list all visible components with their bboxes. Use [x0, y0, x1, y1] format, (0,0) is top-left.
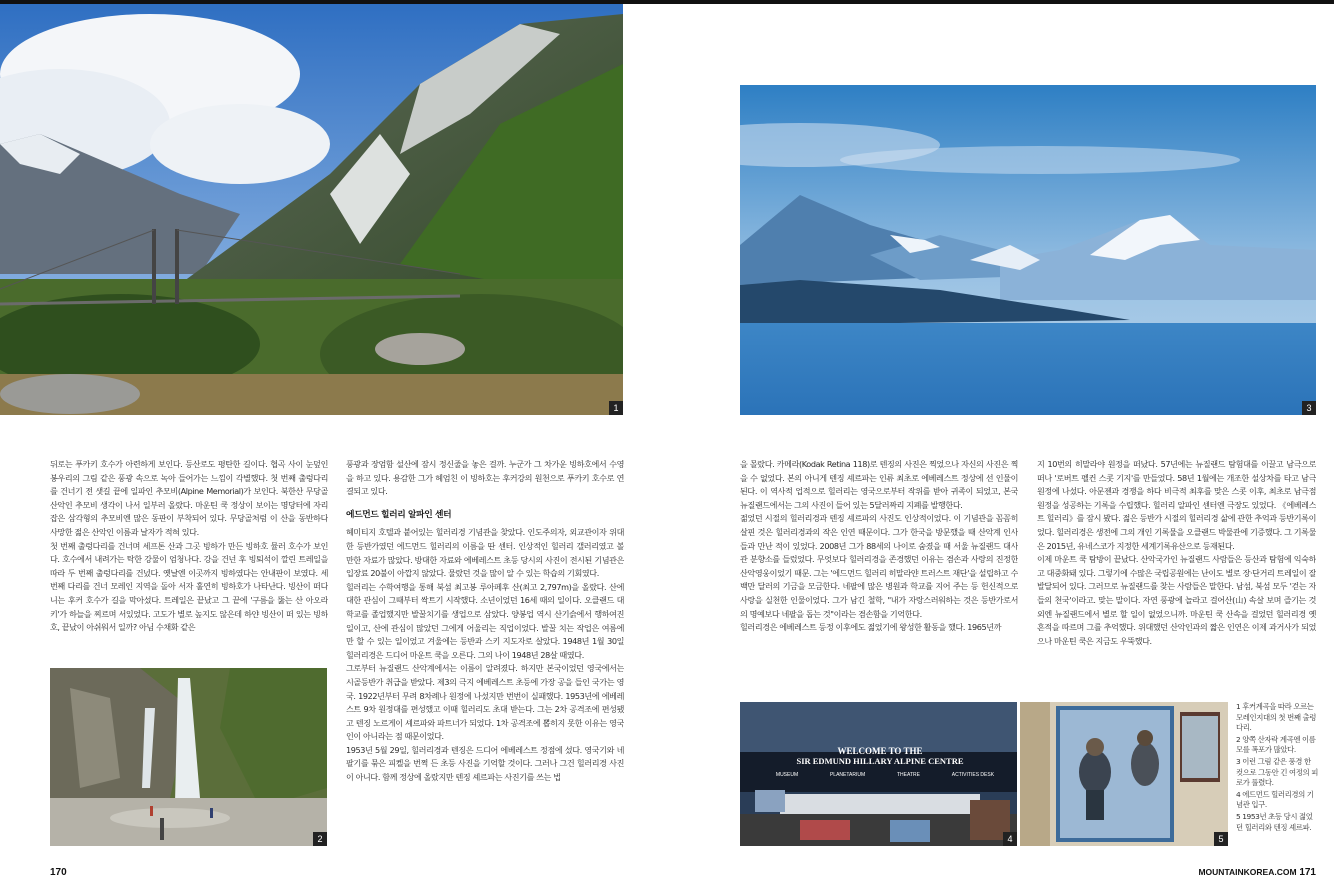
sign-museum: MUSEUM	[775, 772, 799, 778]
col2-lead-paragraph: 풍광과 장엄함 설산에 잠시 정신줄을 놓은 걸까. 누군가 그 차가운 빙하호에서 수영을 하고 있다. 용감한 그가 헤엄친 이 빙하호는 후커강의 원천으로 푸카키 호수로 연결되고 있다.	[346, 459, 624, 497]
photo-number-1: 1	[609, 401, 623, 415]
col4-paragraph-2: 이제 마운트 쿡 탐방이 끝났다. 산악국가인 뉴질랜드 사람들은 등산과 탐험에 익숙하고 대중화돼 있다. 그렇기에 수많은 국립공원에는 난이도 별로 장·단거리 트레일이 잘 발달되어 있다. 그러므로 뉴질랜드를 찾는 사람들은 말한다. 남섬, 북섬 모두 '걷는 자들의 천국'이라고. 맞는 말이다. 자연 풍광에 놀라고 걸어산(山) 속살 보며 즐기는 것 외엔 뉴질랜드에서 별로 할 일이 없었으니까. 마운틴 쿡 산속을 걸었던 힐러리경 옛 흔적을 따르며 그를 추억했다. 위대했던 산악인과의 짧은 인연은 이제 과거사가 되었으나 마운틴 쿡은 지금도 우뚝했다.	[1037, 554, 1316, 646]
caption-4: 4 에드먼드 힐러리경의 기념관 입구.	[1236, 789, 1314, 810]
caption-1: 1 후커계곡을 따라 오르는 모레인지대의 첫 번째 출렁다리.	[1236, 702, 1316, 733]
page-number-right: 171	[1299, 867, 1316, 878]
sign-activities-desk: ACTIVITIES DESK	[951, 772, 995, 778]
text-column-1	[50, 458, 328, 663]
photo-number-3: 3	[1302, 401, 1316, 415]
caption-2: 2 양쪽 산자락 계곡엔 이름 모를 폭포가 많았다.	[1236, 734, 1316, 755]
photo-number-4: 4	[1003, 832, 1017, 846]
text-column-3	[740, 458, 1018, 690]
sign-centre-name: SIR EDMUND HILLARY ALPINE CENTRE	[796, 756, 964, 766]
col1-paragraph-1: 뒤로는 푸카키 호수가 아련하게 보인다. 등산로도 평탄한 길이다. 협곡 사이 눈덮인 봉우리의 그림 같은 풍광 속으로 녹아 들어가는 느낌이 각별했다. 첫 번째 출렁다리를 건너기 전 샛길 끝에 일파인 추모비(Alpine Memorial)가 보인다. 북한산 무당골 산악인 추모비 생각이 나서 일부러 올랐다. 마운틴 쿡 정상이 보이는 명당터에 자리 잡은 삼각형의 추모비엔 많은 동판이 부착되어 있다. 무당골처럼 이 산을 동반하다 사망한 젊은 산악인 이름과 날자가 적혀 있다.	[50, 459, 328, 537]
page-folio-right	[1198, 867, 1316, 878]
col2-paragraph-1: 헤미티지 호텔과 붙어있는 힐러리경 기념관을 찾았다. 인도주의자, 외교관이자 위대한 등반가였던 에드먼드 힐러리의 이름을 딴 센터. 인상적인 힐러리 갤러리였고 볼 만한 자료가 많았다. 방대한 자료와 에베레스트 초등 당시의 사진이 전시된 기념관은 입장료 20불이 아깝지 않았다. 물랐던 것을 많이 알 수 있는 학습의 기회였다.	[346, 527, 624, 579]
section-heading-alpine-centre: 에드먼드 힐러리 알파인 센터	[346, 509, 452, 520]
caption-5: 5 1953년 초등 당시 젊었던 힐러리와 텐징 셰르파.	[1236, 811, 1313, 832]
photo-hillary-tenzing	[1020, 702, 1228, 846]
photo-waterfall	[50, 668, 327, 846]
photo-lake-mount-cook	[740, 85, 1316, 415]
text-column-4	[1037, 458, 1316, 690]
photo-hooker-valley	[0, 4, 623, 415]
sign-welcome: WELCOME TO THE	[837, 746, 923, 756]
sign-planetarium: PLANETARIUM	[829, 772, 866, 778]
page-number-left: 170	[50, 867, 67, 878]
photo-number-2: 2	[313, 832, 327, 846]
col3-paragraph-3: 힐러리경은 에베레스트 등정 이후에도 젊었기에 왕성한 활동을 했다. 1965년까	[740, 622, 1002, 633]
photo-alpine-centre	[740, 702, 1017, 846]
caption-3: 3 이런 그림 같은 풍경 한 컷으로 그동안 긴 여정의 피로가 풀렸다.	[1236, 756, 1318, 788]
sign-theatre: THEATRE	[897, 772, 920, 778]
col3-paragraph-2: 젊었던 시절의 힐러리경과 텐징 셰르파의 사진도 인상적이었다. 이 기념관을 꼼꼼히 살핀 것은 힐러리경과의 작은 인연 때문이다. 그가 한국을 방문했을 때 산악계 인사들과 만난 적이 있었다. 2008년 그가 88세의 나이로 숨졌을 때 서울 뉴질랜드 대사관 분향소를 들렀었다. 무엇보다 힐러리경을 존경했던 이유는 겸손과 사랑의 진정한 산악영웅이었기 때문. 그는 '에드먼드 힐러리 히말라얀 트러스트 재단'을 설립하고 수백만 달러의 기금을 모금한다. 네팔에 많은 병원과 학교를 지어 주는 등 헌신적으로 사랑을 실천한 인물이었다. 그가 남긴 철학, "내가 자랑스러워하는 것은 등반가로서의 명예보다 네팔을 돕는 것"이라는 겸손함을 기억한다.	[740, 513, 1018, 619]
col3-paragraph-1: 을 몰랐다. 카메라(Kodak Retina 118)로 텐징의 사진은 찍었으나 자신의 사진은 찍을 수 없었다. 본의 아니게 텐징 셰르파는 인류 최초로 에베레스트 정상에 선 인물이 된다. 이 역사적 업적으로 힐러리는 영국으로부터 작위를 받아 귀족이 되었고, 본국 뉴질랜드에서는 그의 사진이 들어 있는 5달러짜리 지폐를 발행한다.	[740, 459, 1018, 510]
col2-paragraph-4: 1953년 5월 29일, 힐러리경과 텐징은 드디어 에베레스트 정점에 섰다. 영국기와 네팔기를 묶은 피켈을 번쩍 든 초등 사진을 기억할 것이다. 그러나 그건 힐러리경 사진이 아니다. 함께 정상에 올랐지만 텐징 셰르파는 사진기를 쓰는 법	[346, 744, 624, 783]
site-name: MOUNTAINKOREA.COM	[1198, 867, 1297, 877]
photo-number-5: 5	[1214, 832, 1228, 846]
col4-paragraph-1: 지 10번의 히말라야 원정을 떠났다. 57년에는 뉴질랜드 탐험대를 이끌고 남극으로 떠나 '로버트 펠컨 스콧 기지'를 만들었다. 58년 1월에는 개조한 설상차를 타고 남극 원정에 나섰다. 아문젠과 경쟁을 하다 비극적 최후를 맞은 스콧 이후, 최초로 남극점 원정을 성공하는 기록을 수립했다. 힐러리 알파인 센터엔 극장도 있었다. 《에베레스트 힐러리》를 잠시 봤다. 젊은 등반가 시절의 힐러리경 삶에 관한 추억과 등반기록이었다. 힐러리경은 생전에 그의 개인 기록물을 오클랜드 박물관에 기증했다. 그 기록물은 2015년, 유네스코가 지정한 세계기록유산으로 등재된다.	[1037, 459, 1316, 551]
col1-paragraph-2: 첫 번째 출렁다리를 건너며 세프톤 산과 그곳 빙하가 만든 빙하호 뮬러 호수가 보인다. 호수에서 내려가는 탁한 강물이 엄청나다. 강을 건넌 후 빙퇴석이 깔린 트레일을 따라 두 번째 출렁다리를 건넜다. 옛날엔 이곳까지 빙하였다는 안내판이 보였다. 세 번째 다리를 건너 모레인 지역을 돌아 서자 훌연히 빙하호가 나타난다. 빙산이 떠다니는 후커 호수가 길을 막아섰다. 트레일은 끝났고 그 끝에 '구름을 뚫는 산 아오라키'가 하늘을 찌르며 서있었다. 고도가 별로 높지도 않은데 하얀 빙산이 떠 있는 빙하호, 끝났이 아쉬워서 일까? 아님 수채화 같은	[50, 540, 328, 633]
text-column-2	[346, 458, 624, 851]
photo-captions	[1236, 702, 1318, 834]
col2-paragraph-3: 그로부터 뉴질랜드 산악계에서는 이름이 알려졌다. 하지만 본국이었던 영국에서는 시골등반가 취급을 받았다. 제3의 극지 에베레스트 초등에 가장 공을 들인 국가는 영국. 1922년부터 무려 8차례나 원정에 나섰지만 번번이 실패했다. 1953년에 에베레스트 9차 원정대를 편성했고 이때 힐러리도 초대 받는다. 그는 2차 공격조에 편성됐고 텐징 노르게이 셰르파와 파트너가 되었다. 1차 공격조에 뽑히지 못한 이유는 영국인이 아니라는 점 때문이었다.	[346, 663, 624, 742]
col2-paragraph-2: 힐러리는 수학여행을 통해 북섬 최고봉 루아페후 산(최고 2,797m)을 올랐다. 산에 대한 관심이 그때부터 싹트기 시작했다. 소년이었던 16세 때의 일이다. 오클랜드 대학교를 졸업했지만 발꿀치기를 생업으로 삼았다. 양봉업 역시 산기슭에서 행하여진 일이고, 산에 관심이 많았던 그에게 어울리는 직업이었다. 발꿀 치는 작업은 여름에만 할 수 있는 일이었고 겨울에는 등반과 스키 지도자로 살았다. 1948년 1월 30일 힐러리경은 드디어 마운트 쿡을 오른다. 그의 나이 1948년 28살 때였다.	[346, 581, 624, 660]
